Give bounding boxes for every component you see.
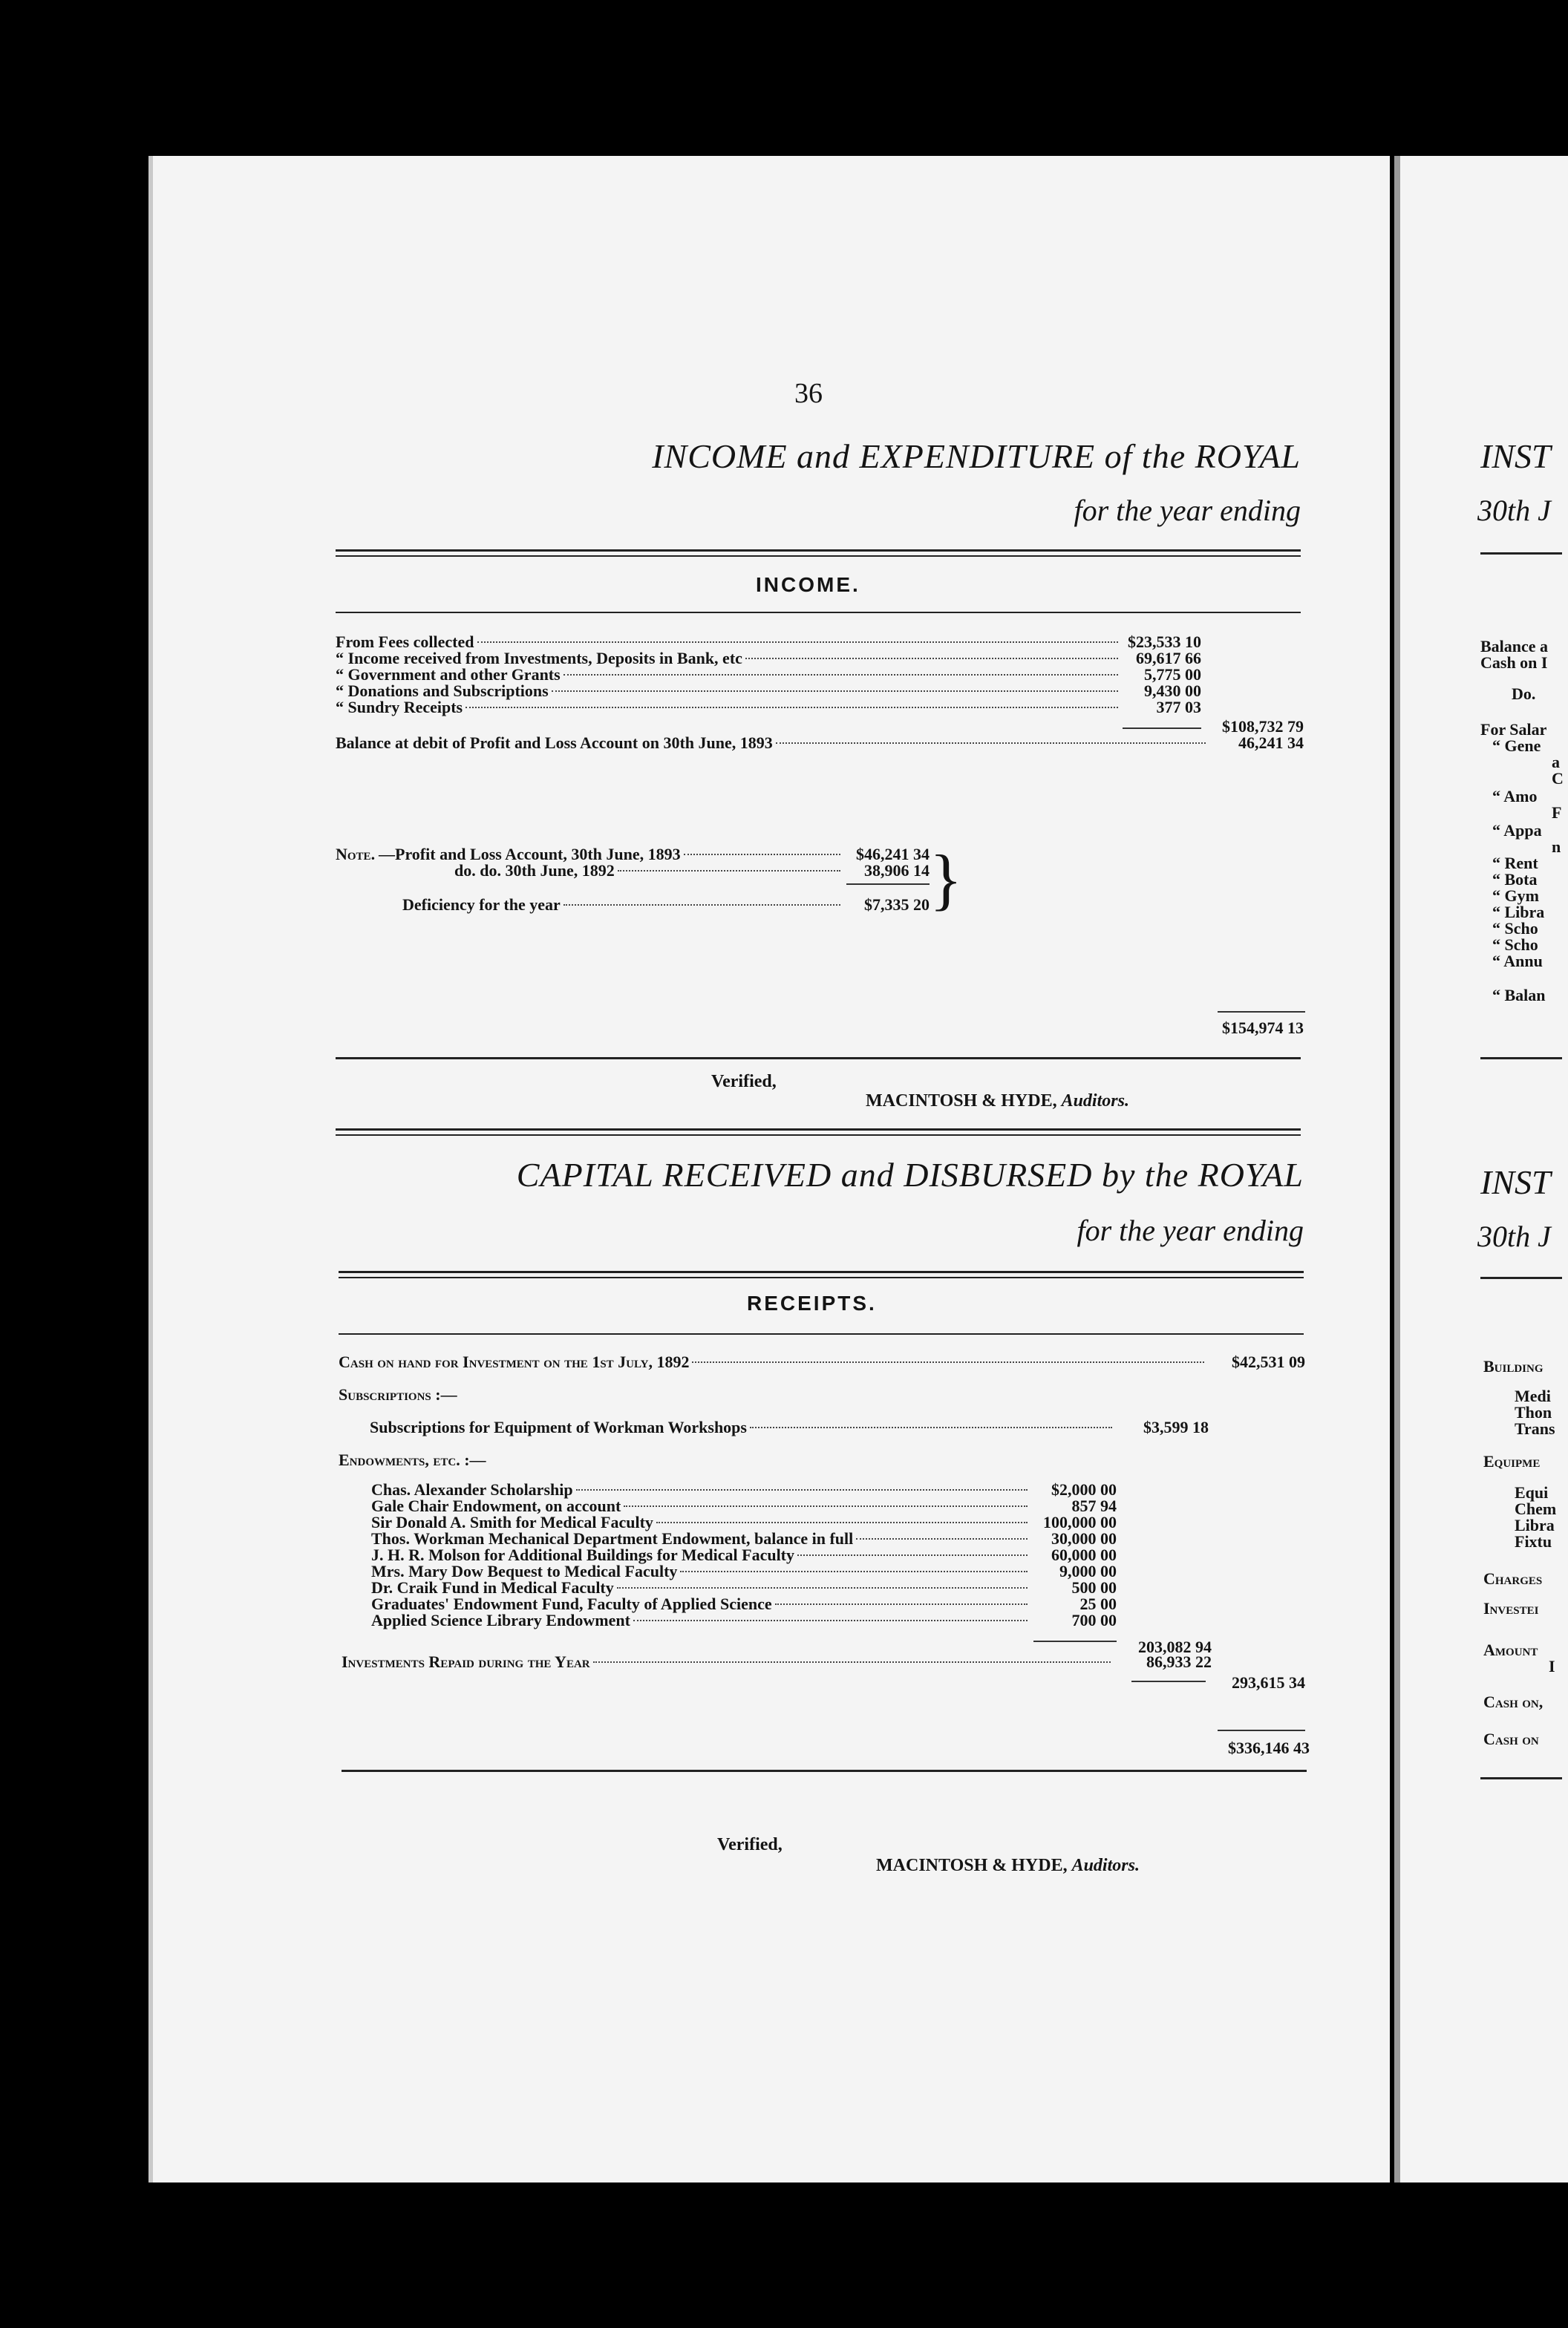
facing-stub: Cash on, — [1483, 1693, 1544, 1711]
endowments-heading: Endowments, etc. :— — [339, 1451, 486, 1469]
facing-stub: “ Appa — [1492, 821, 1542, 840]
endowment-amount: 700 00 — [1071, 1611, 1117, 1629]
facing-stub: “ Amo — [1492, 787, 1538, 805]
rule — [336, 612, 1301, 613]
rule — [336, 1128, 1301, 1131]
brace: } — [930, 841, 963, 917]
endowment-row: Chas. Alexander Scholarship — [371, 1480, 1030, 1500]
facing-stub: Chem — [1515, 1500, 1557, 1518]
sum-rule — [1123, 728, 1201, 729]
facing-stub: Cash on I — [1480, 653, 1548, 672]
auditors: MACINTOSH & HYDE, Auditors. — [866, 1091, 1129, 1111]
deficiency-line: Deficiency for the year — [402, 895, 843, 915]
note-line: do. do. 30th June, 1892 — [454, 861, 843, 880]
endowment-row: Sir Donald A. Smith for Medical Faculty — [371, 1513, 1030, 1532]
rule — [342, 1770, 1307, 1772]
facing-stub: Trans — [1515, 1419, 1555, 1438]
endowment-amount: $2,000 00 — [1051, 1480, 1117, 1499]
investments-amount: 86,933 22 — [1146, 1652, 1212, 1671]
facing-stub: “ Libra — [1492, 903, 1545, 921]
receipts-heading: RECEIPTS. — [747, 1292, 877, 1315]
auditors: MACINTOSH & HYDE, Auditors. — [876, 1856, 1140, 1875]
endowment-row: J. H. R. Molson for Additional Buildings for Medical Faculty — [371, 1546, 1030, 1565]
investments-row: Investments Repaid during the Year — [342, 1652, 1114, 1672]
sum-rule — [1033, 1641, 1117, 1642]
verified-label: Verified, — [717, 1835, 783, 1854]
rule — [1480, 1777, 1562, 1779]
endowment-row: Mrs. Mary Dow Bequest to Medical Faculty — [371, 1562, 1030, 1581]
facing-stub: For Salar — [1480, 720, 1547, 739]
income-expenditure-subtitle: for the year ending — [1074, 494, 1301, 527]
facing-stub: “ Rent — [1492, 854, 1538, 872]
facing-subtitle: 30th J — [1477, 494, 1551, 527]
facing-stub: “ Scho — [1492, 935, 1538, 954]
income-row-amount: $23,533 10 — [1128, 632, 1201, 651]
facing-stub: Equipme — [1483, 1452, 1541, 1471]
sum-rule — [1218, 1730, 1305, 1731]
rule — [339, 1271, 1304, 1273]
income-row: From Fees collected — [336, 632, 1121, 652]
deficiency-amount: $7,335 20 — [864, 895, 930, 914]
combined-total: 293,615 34 — [1232, 1673, 1305, 1692]
income-heading: INCOME. — [756, 573, 860, 596]
cash-row: Cash on hand for Investment on the 1st July, 1892 — [339, 1353, 1207, 1372]
rule — [339, 1333, 1304, 1335]
endowment-row: Thos. Workman Mechanical Department Endowment, balance in full — [371, 1529, 1030, 1549]
rule — [336, 555, 1301, 557]
endowment-amount: 60,000 00 — [1051, 1546, 1117, 1564]
note-line: —Profit and Loss Account, 30th June, 1893 — [379, 845, 843, 864]
facing-stub: F — [1552, 803, 1562, 822]
facing-stub: Amount — [1483, 1641, 1538, 1659]
facing-stub: C — [1552, 769, 1564, 788]
facing-stub: “ Scho — [1492, 919, 1538, 938]
grand-total: $336,146 43 — [1228, 1739, 1310, 1757]
endowment-row: Gale Chair Endowment, on account — [371, 1497, 1030, 1516]
income-row: “ Income received from Investments, Deposits in Bank, etc — [336, 649, 1121, 668]
subscriptions-row: Subscriptions for Equipment of Workman Workshops — [370, 1418, 1115, 1437]
subscriptions-heading: Subscriptions :— — [339, 1385, 457, 1404]
facing-subtitle: 30th J — [1477, 1220, 1551, 1253]
income-row-amount: 377 03 — [1156, 698, 1201, 716]
sum-rule — [1131, 1681, 1206, 1682]
note-amount: $46,241 34 — [856, 845, 930, 863]
facing-stub: “ Gene — [1492, 736, 1541, 755]
income-row-amount: 69,617 66 — [1136, 649, 1201, 667]
rule — [1480, 552, 1562, 555]
income-row: “ Donations and Subscriptions — [336, 681, 1121, 701]
facing-stub: n — [1552, 837, 1561, 856]
income-row: “ Government and other Grants — [336, 665, 1121, 684]
verified-label: Verified, — [711, 1072, 777, 1091]
facing-stub: I — [1549, 1657, 1555, 1675]
income-total: $154,974 13 — [1222, 1018, 1304, 1037]
rule — [336, 549, 1301, 552]
endowment-amount: 9,000 00 — [1059, 1562, 1117, 1580]
facing-stub: a — [1552, 753, 1560, 771]
sum-rule — [846, 883, 930, 885]
subscriptions-amount: $3,599 18 — [1143, 1418, 1209, 1436]
page-number: 36 — [794, 378, 823, 409]
facing-title: INST — [1480, 437, 1551, 475]
facing-stub: Balance a — [1480, 637, 1549, 655]
balance-row: Balance at debit of Profit and Loss Account on 30th June, 1893 — [336, 733, 1209, 753]
facing-title: INST — [1480, 1163, 1551, 1201]
facing-stub: Libra — [1515, 1516, 1555, 1534]
endowment-amount: 500 00 — [1071, 1578, 1117, 1597]
facing-stub: Building — [1483, 1357, 1544, 1376]
facing-stub: Medi — [1515, 1387, 1551, 1405]
rule — [339, 1277, 1304, 1278]
endowment-row: Applied Science Library Endowment — [371, 1611, 1030, 1630]
capital-title: CAPITAL RECEIVED and DISBURSED by the ROYAL — [516, 1156, 1304, 1194]
endowment-row: Graduates' Endowment Fund, Faculty of Applied Science — [371, 1595, 1030, 1614]
income-row-amount: 5,775 00 — [1144, 665, 1201, 684]
rule — [1480, 1277, 1562, 1279]
facing-stub: Do. — [1512, 684, 1536, 703]
endowment-amount: 857 94 — [1071, 1497, 1117, 1515]
income-row: “ Sundry Receipts — [336, 698, 1121, 717]
facing-stub: “ Balan — [1492, 986, 1546, 1004]
facing-stub: “ Bota — [1492, 870, 1538, 889]
facing-stub: “ Gym — [1492, 886, 1539, 905]
facing-stub: Investei — [1483, 1599, 1539, 1618]
capital-subtitle: for the year ending — [1077, 1214, 1304, 1247]
income-row-amount: 9,430 00 — [1144, 681, 1201, 700]
facing-stub: Charges — [1483, 1569, 1543, 1588]
endowment-row: Dr. Craik Fund in Medical Faculty — [371, 1578, 1030, 1598]
income-expenditure-title: INCOME and EXPENDITURE of the ROYAL — [652, 437, 1301, 475]
sum-rule — [1218, 1011, 1305, 1013]
facing-stub: “ Annu — [1492, 952, 1543, 970]
endowment-amount: 25 00 — [1079, 1595, 1117, 1613]
rule — [336, 1134, 1301, 1136]
note-prefix: Note. — [336, 845, 376, 863]
balance-amount: 46,241 34 — [1238, 733, 1304, 752]
rule — [1480, 1057, 1562, 1059]
facing-stub: Thon — [1515, 1403, 1552, 1422]
endowment-amount: 100,000 00 — [1043, 1513, 1117, 1531]
facing-stub: Fixtu — [1515, 1532, 1552, 1551]
note-amount: 38,906 14 — [864, 861, 930, 880]
income-subtotal: $108,732 79 — [1222, 717, 1304, 736]
cash-amount: $42,531 09 — [1232, 1353, 1305, 1371]
facing-stub: Cash on — [1483, 1730, 1539, 1748]
endowment-amount: 30,000 00 — [1051, 1529, 1117, 1548]
facing-stub: Equi — [1515, 1483, 1549, 1502]
rule — [336, 1057, 1301, 1059]
endowments-total: 203,082 94 — [1138, 1638, 1212, 1656]
